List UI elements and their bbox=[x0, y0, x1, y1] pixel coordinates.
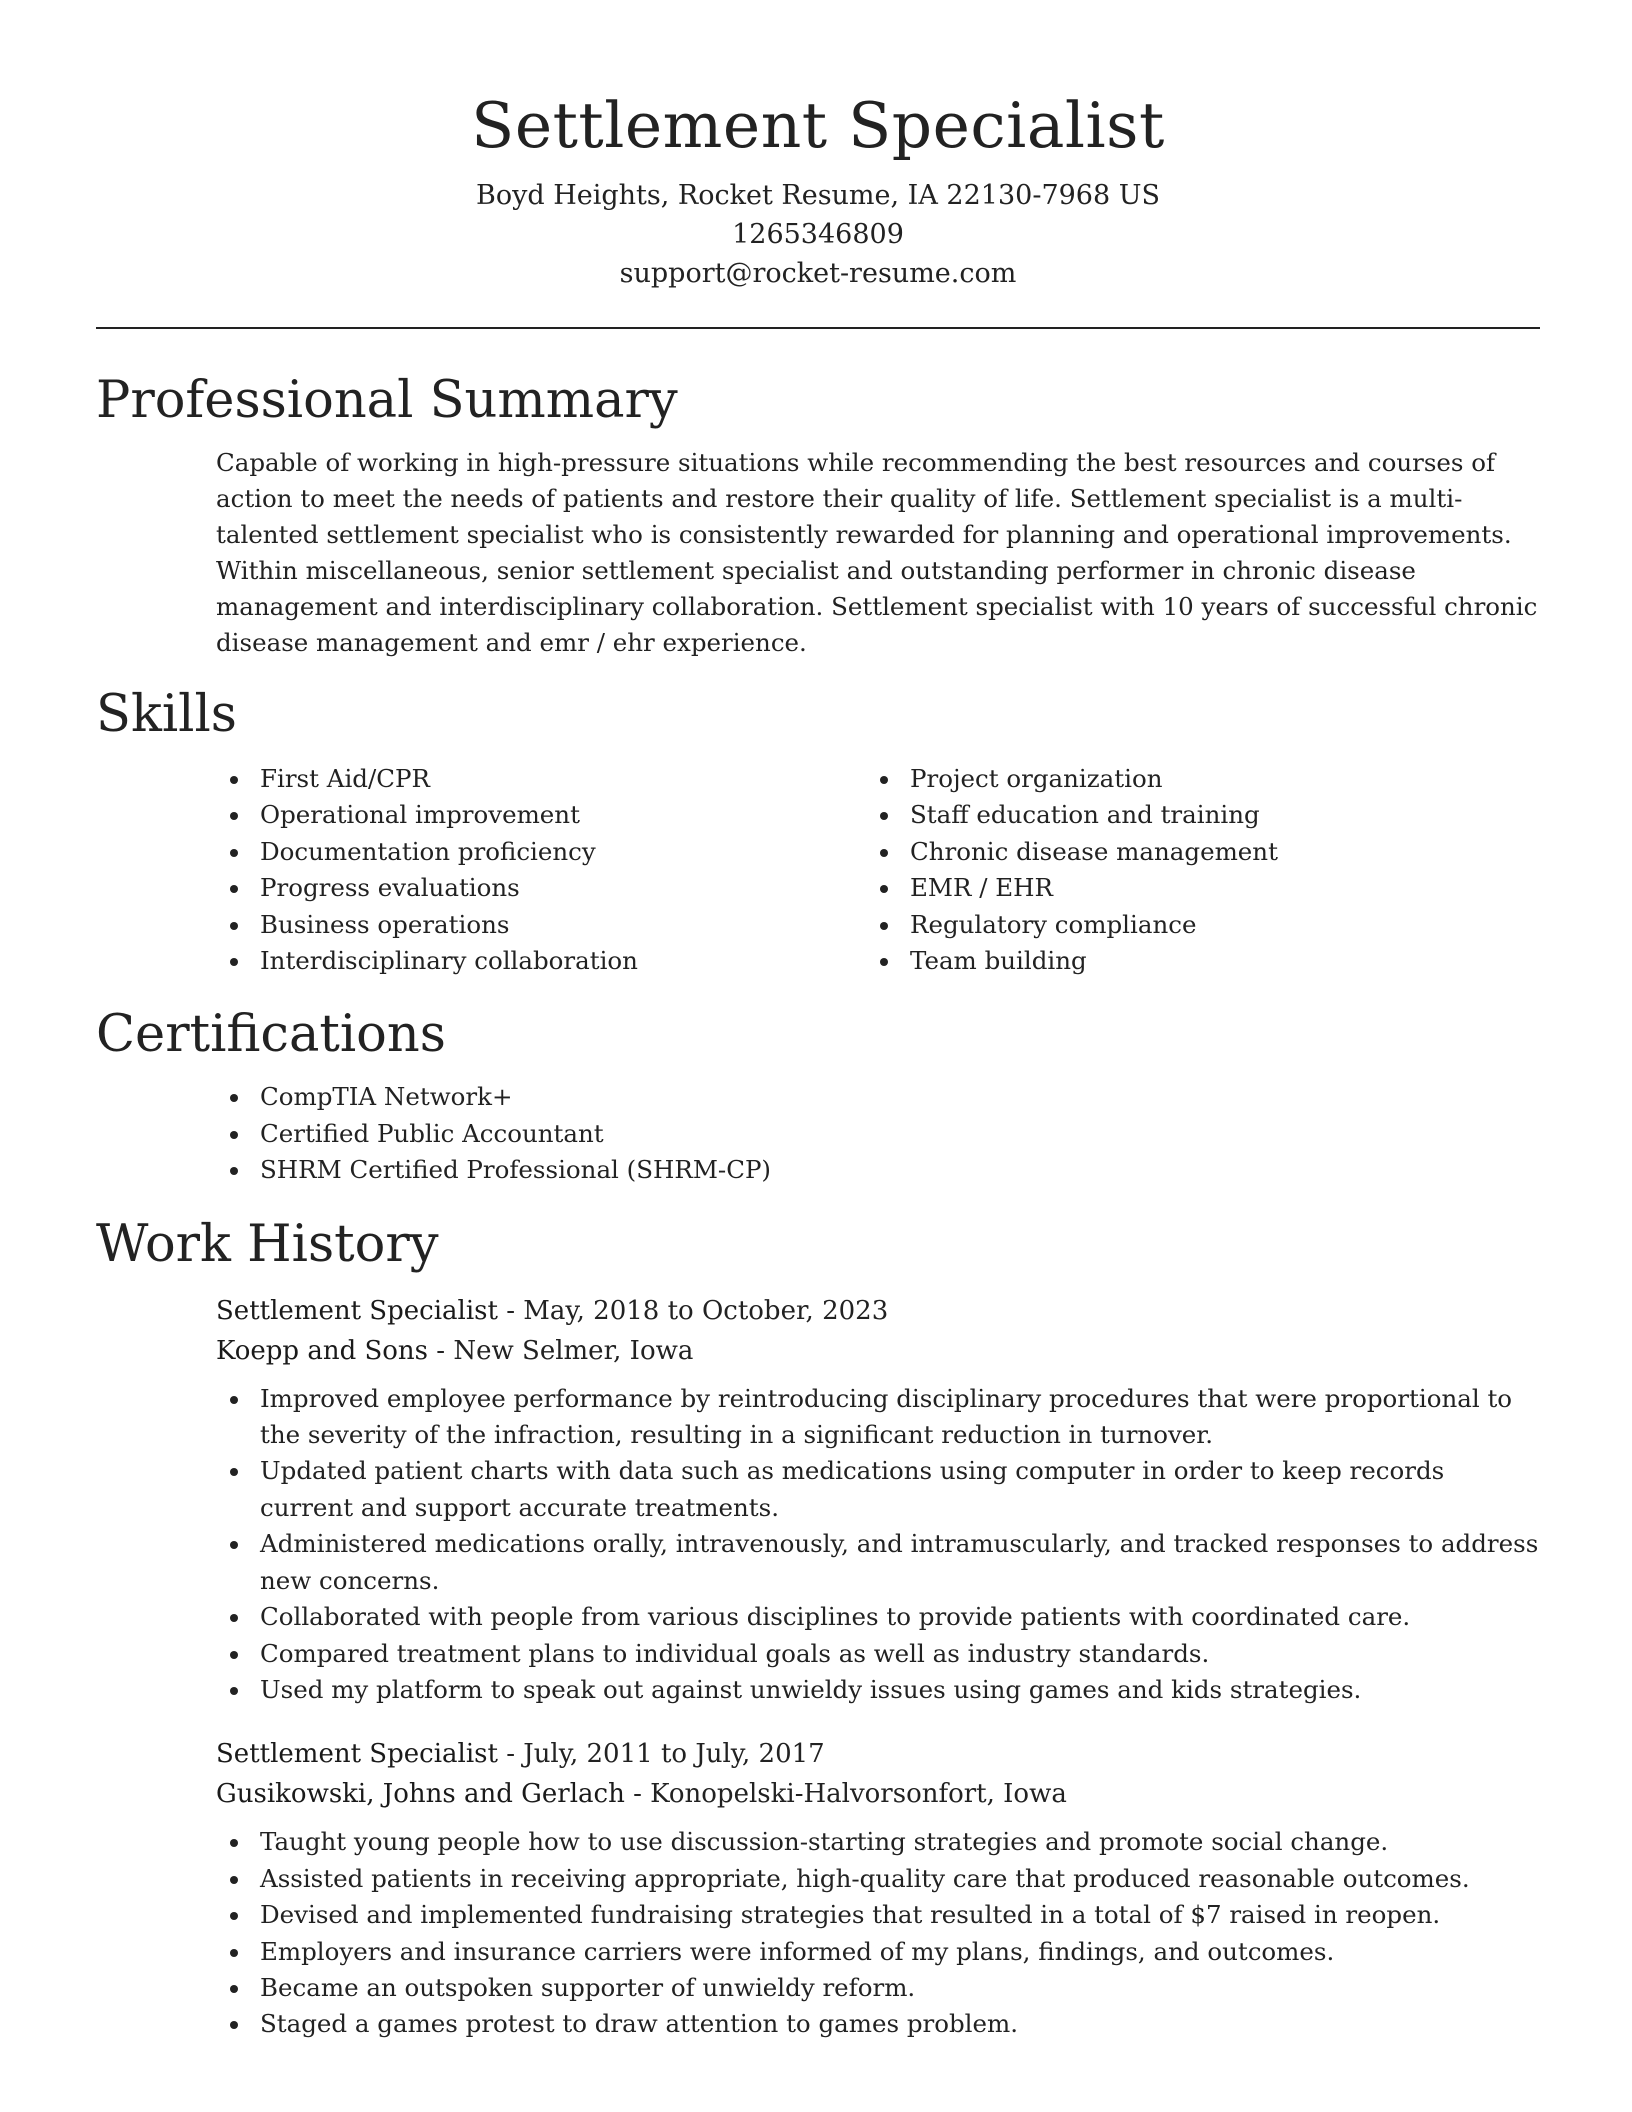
list-item: Became an outspoken supporter of unwieldy reform. bbox=[216, 1970, 1540, 2006]
list-item: Updated patient charts with data such as medications using computer in order to keep records current and support accurate treatments. bbox=[216, 1453, 1540, 1526]
skills-list-right bbox=[866, 761, 1516, 979]
list-item: Taught young people how to use discussion-starting strategies and promote social change. bbox=[216, 1824, 1540, 1860]
job-role: Settlement Specialist bbox=[216, 1739, 498, 1770]
list-item: Employers and insurance carriers were informed of my plans, findings, and outcomes. bbox=[216, 1934, 1540, 1970]
job-dates: July, 2011 to July, 2017 bbox=[523, 1739, 825, 1770]
contact-email: support@rocket-resume.com bbox=[619, 258, 1017, 289]
list-item: Staff education and training bbox=[866, 797, 1516, 833]
summary-title: Professional Summary bbox=[96, 371, 678, 430]
resume-header bbox=[96, 0, 1540, 293]
resume-page bbox=[96, 0, 1540, 2043]
certifications-section bbox=[96, 1003, 1540, 1188]
job-location: New Selmer, Iowa bbox=[453, 1335, 694, 1366]
job-company-line bbox=[216, 1331, 1540, 1371]
job-bullets bbox=[216, 1824, 1540, 2042]
skills-list-left bbox=[216, 761, 866, 979]
list-item: Used my platform to speak out against unwieldy issues using games and kids strategies. bbox=[216, 1672, 1540, 1708]
list-item: Assisted patients in receiving appropriate, high-quality care that produced reasonable outcomes. bbox=[216, 1861, 1540, 1897]
list-item: Staged a games protest to draw attention to games problem. bbox=[216, 2006, 1540, 2042]
job-company: Gusikowski, Johns and Gerlach bbox=[216, 1779, 625, 1810]
skills-column-right bbox=[866, 761, 1516, 979]
list-item: Administered medications orally, intravenously, and intramuscularly, and tracked responses to address new concerns. bbox=[216, 1526, 1540, 1599]
list-item: CompTIA Network+ bbox=[216, 1079, 1540, 1115]
contact-info bbox=[96, 176, 1540, 293]
list-item: Operational improvement bbox=[216, 797, 866, 833]
job-entry bbox=[96, 1291, 1540, 1709]
list-item: Compared treatment plans to individual goals as well as industry standards. bbox=[216, 1636, 1540, 1672]
job-separator: - bbox=[428, 1335, 454, 1366]
certifications-title: Certifications bbox=[96, 1005, 446, 1065]
work-history-section bbox=[96, 1213, 1540, 2043]
job-title-line bbox=[216, 1291, 1540, 1331]
job-company-line bbox=[216, 1774, 1540, 1814]
summary-section bbox=[96, 369, 1540, 661]
list-item: SHRM Certified Professional (SHRM-CP) bbox=[216, 1152, 1540, 1188]
list-item: Chronic disease management bbox=[866, 834, 1516, 870]
list-item: Progress evaluations bbox=[216, 870, 866, 906]
list-item: Regulatory compliance bbox=[866, 907, 1516, 943]
list-item: Devised and implemented fundraising strategies that resulted in a total of $7 raised in reopen. bbox=[216, 1897, 1540, 1933]
job-separator: - bbox=[497, 1739, 524, 1770]
job-role: Settlement Specialist bbox=[216, 1295, 498, 1326]
certifications-list bbox=[96, 1079, 1540, 1188]
list-item: Team building bbox=[866, 943, 1516, 979]
skills-column-left bbox=[216, 761, 866, 979]
list-item: Certified Public Accountant bbox=[216, 1116, 1540, 1152]
job-bullets bbox=[216, 1381, 1540, 1709]
skills-title: Skills bbox=[96, 685, 237, 744]
list-item: First Aid/CPR bbox=[216, 761, 866, 797]
job-entry bbox=[96, 1734, 1540, 2042]
list-item: Documentation proficiency bbox=[216, 834, 866, 870]
job-dates: May, 2018 to October, 2023 bbox=[523, 1295, 889, 1326]
job-title-line bbox=[216, 1734, 1540, 1774]
job-company: Koepp and Sons bbox=[216, 1335, 429, 1366]
contact-address: Boyd Heights, Rocket Resume, IA 22130-7968 US bbox=[475, 180, 1160, 211]
list-item: Business operations bbox=[216, 907, 866, 943]
summary-text: Capable of working in high-pressure situations while recommending the best resources and courses of action to meet the needs of patients and restore their quality of life. Settlement specialist is a multi-talented settlement specialist who is consistently rewarded for planning and operational improvements. Within miscellaneous, senior settlement specialist and outstanding performer in chronic disease management and interdisciplinary collaboration. Settlement specialist with 10 years of successful chronic disease management and emr / ehr experience. bbox=[216, 448, 1538, 657]
skills-section bbox=[96, 683, 1540, 979]
job-separator: - bbox=[497, 1295, 524, 1326]
list-item: Collaborated with people from various disciplines to provide patients with coordinated care. bbox=[216, 1599, 1540, 1635]
skills-grid bbox=[96, 761, 1540, 979]
candidate-name: Settlement Specialist bbox=[471, 89, 1165, 162]
list-item: Improved employee performance by reintroducing disciplinary procedures that were proportional to the severity of the infraction, resulting in a significant reduction in turnover. bbox=[216, 1381, 1540, 1454]
contact-phone: 1265346809 bbox=[732, 219, 904, 250]
list-item: Project organization bbox=[866, 761, 1516, 797]
header-divider bbox=[96, 327, 1540, 329]
work-history-title: Work History bbox=[96, 1214, 439, 1274]
list-item: EMR / EHR bbox=[866, 870, 1516, 906]
job-separator: - bbox=[624, 1779, 651, 1810]
job-location: Konopelski-Halvorsonfort, Iowa bbox=[650, 1779, 1067, 1810]
list-item: Interdisciplinary collaboration bbox=[216, 943, 866, 979]
